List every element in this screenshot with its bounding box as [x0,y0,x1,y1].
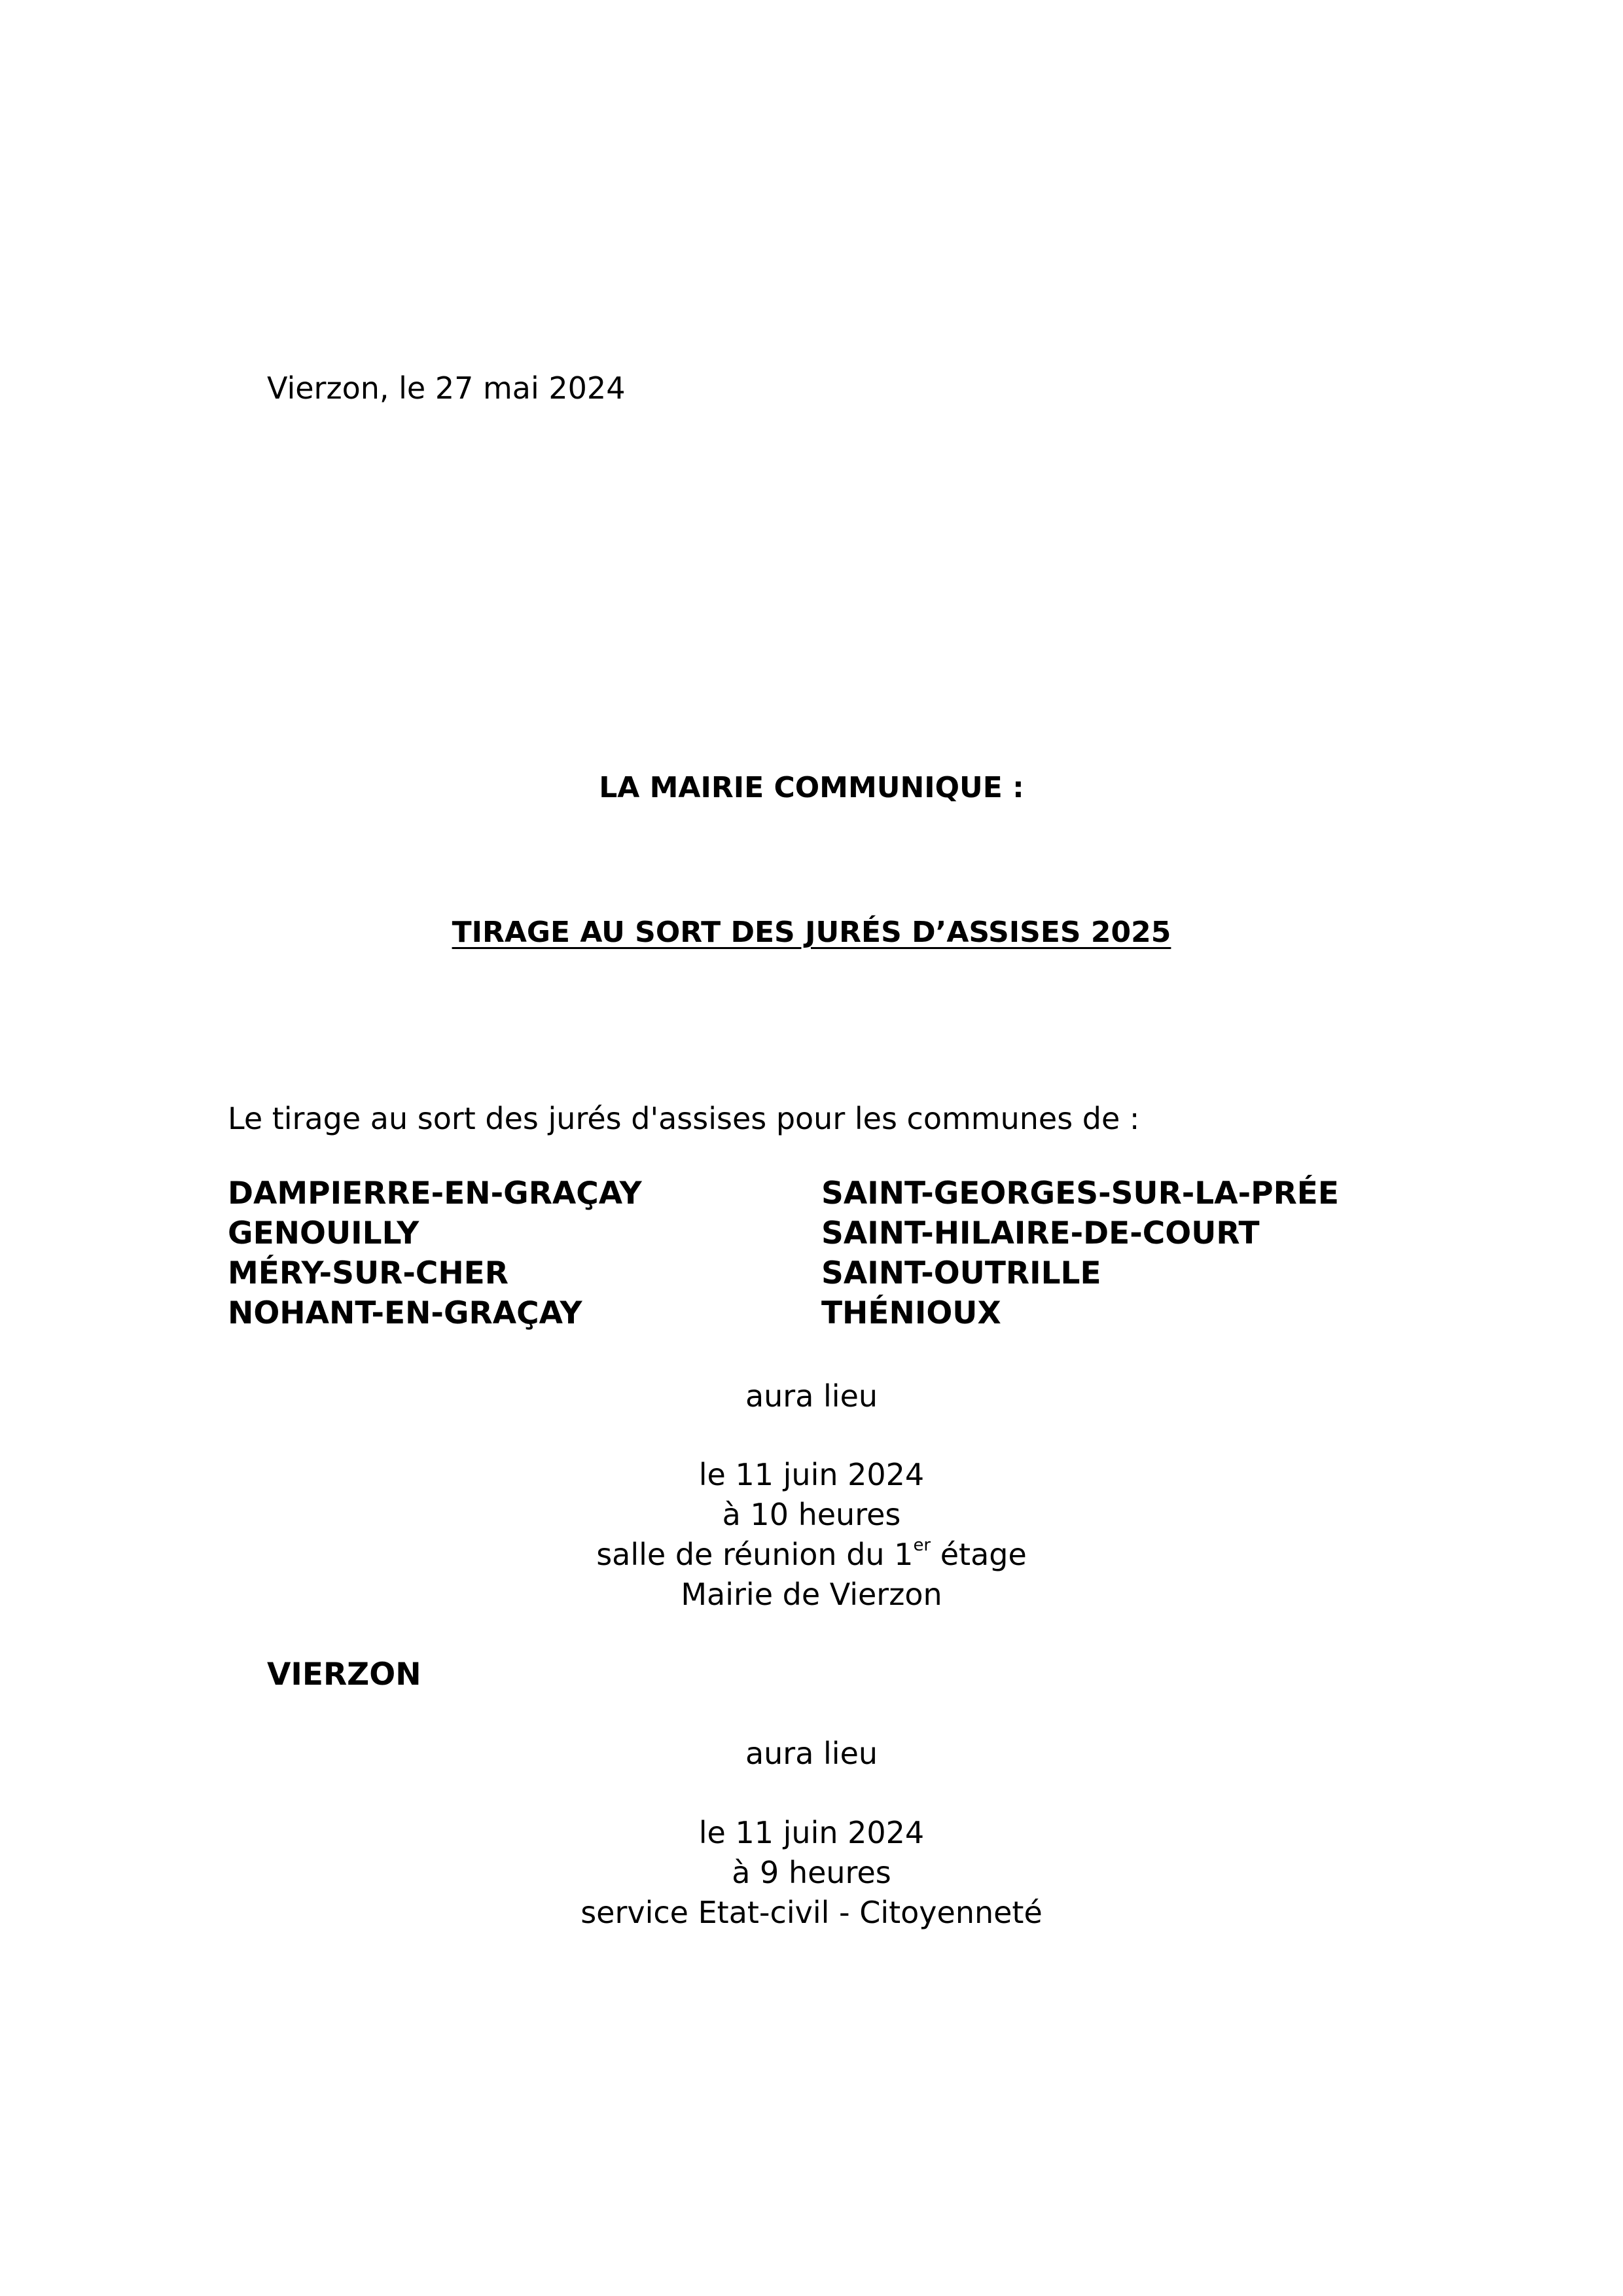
second-session-details [0,1813,1623,1933]
commune-name: SAINT-HILAIRE-DE-COURT [821,1215,1260,1251]
first-aura-lieu: aura lieu [745,1378,878,1414]
commune-name: DAMPIERRE-EN-GRAÇAY [228,1175,642,1211]
first-session-place: Mairie de Vierzon [681,1577,942,1612]
commune-name: MÉRY-SUR-CHER [228,1255,508,1291]
second-commune: VIERZON [267,1657,421,1693]
first-session-time: à 10 heures [722,1497,901,1532]
intro-text: Le tirage au sort des jurés d'assises pour les communes de : [228,1101,1140,1136]
first-session-details [0,1455,1623,1615]
commune-name: NOHANT-EN-GRAÇAY [228,1295,582,1331]
subheading-text: TIRAGE AU SORT DES JURÉS D’ASSISES 2025 [452,916,1171,949]
second-session-time: à 9 heures [732,1855,891,1890]
second-session-place: service Etat-civil - Citoyenneté [580,1895,1043,1930]
communes-left-column [228,1174,642,1333]
commune-name: THÉNIOUX [821,1295,1001,1331]
room-suffix: étage [931,1537,1027,1572]
second-aura-lieu: aura lieu [745,1736,878,1771]
first-session-date: le 11 juin 2024 [698,1457,925,1492]
first-session-room [0,1535,1623,1575]
date-line: Vierzon, le 27 mai 2024 [267,370,626,406]
communes-right-column [821,1174,1339,1333]
room-superscript: er [913,1535,931,1555]
commune-name: GENOUILLY [228,1215,419,1251]
room-prefix: salle de réunion du 1 [596,1537,914,1572]
second-session-date: le 11 juin 2024 [698,1815,925,1850]
subheading [0,916,1623,949]
heading: LA MAIRIE COMMUNIQUE : [599,771,1024,804]
commune-name: SAINT-GEORGES-SUR-LA-PRÉE [821,1175,1339,1211]
commune-name: SAINT-OUTRILLE [821,1255,1101,1291]
